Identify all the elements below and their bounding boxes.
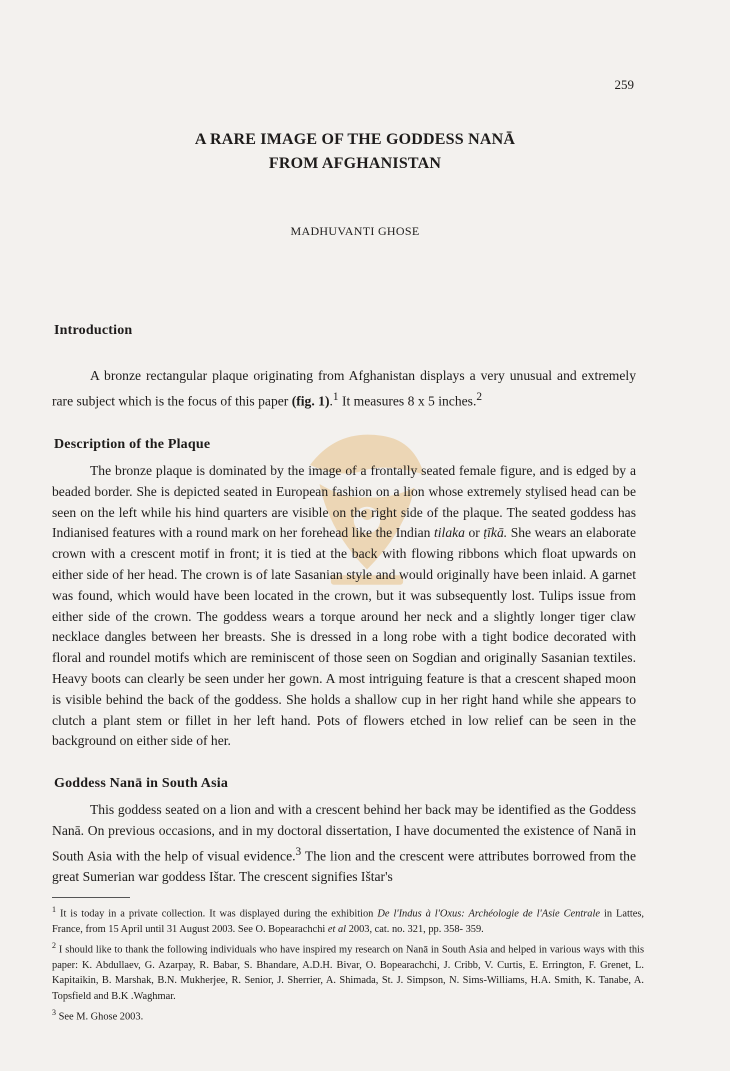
article-title [60,128,650,176]
footnote-1-text-a: It is today in a private collection. It was displayed during the exhibition [59,908,374,920]
footnote-1-text-b: in Lattes, France, from 15 April until 31 August 2003. See O. Bopearachchi [52,908,645,936]
footnote-1-exhibition: De l'Indus à l'Oxus: Archéologie de l'Asie Centrale [377,908,600,920]
footnote-1-marker: 1 [52,905,56,914]
title-line-1: A RARE IMAGE OF THE GODDESS NANĀ [194,131,516,148]
author-name: MADHUVANTI GHOSE [290,224,420,238]
footnote-1-etal: et al [327,924,347,936]
footnote-2 [52,938,644,1005]
description-paragraph [52,461,636,752]
footnote-ref-2: 2 [476,390,483,403]
footnote-divider [52,897,130,898]
footnote-1 [52,902,644,938]
page-number: 259 [614,77,634,92]
description-text-a: The bronze plaque is dominated by the image of a frontally seated female figure, and is edged by a beaded border. She is depicted seated in European fashion on a lion whose extremely stylised head can be seen on the left while his hind quarters are visible on the right side of the plaque. The seated goddess has Indianised features with a round mark on her forehead like the Indian [52,463,636,541]
term-tika: ṭīkā. [483,525,508,541]
footnote-3-text: See M. Ghose 2003. [58,1010,144,1022]
intro-text: A bronze rectangular plaque originating from Afghanistan displays a very unusual and extremely rare subject which is the focus of this paper [52,368,636,409]
footnote-1-text-c: 2003, cat. no. 321, pp. 358- 359. [348,924,484,936]
term-tilaka: tilaka [434,525,465,541]
intro-paragraph: A bronze rectangular plaque originating from Afghanistan displays a very unusual and extremely rare subject which is the focus of this paper (fig. 1).$^1$ It measures 8 x 5 inches.$^2$ [52,368,636,409]
description-text-b: She wears an elaborate crown with a crescent motif in front; it is tied at the back with flowing ribbons which float upwards on either side of her head. The crown is of late Sasanian style and would originally have been inlaid. A garnet was found, which would have been located in the crown, but it was subsequently lost. Tulips issue from either side of the crown. The goddess wears a torque around her neck and a slightly longer tiger claw necklace dangles between her breasts. She is dressed in a long robe with a tight bodice decorated with floral and roundel motifs which are reminiscent of those seen on Sogdian and originally Sasanian textiles. Heavy boots can clearly be seen under her gown. A most intriguing feature is that a crescent shaped moon is visible behind the back of the goddess. She holds a shallow cup in her right hand while she appears to clutch a plant stem or fillet in her left hand. Pots of flowers etched in low relief can be seen in the background on either side of her. [52,525,636,749]
heading-south-asia: Goddess Nanā in South Asia [54,776,229,791]
south-asia-paragraph [52,800,636,888]
heading-description: Description of the Plaque [54,437,211,452]
intro-text-tail: It measures 8 x 5 inches. [338,393,477,409]
title-line-2: FROM AFGHANISTAN [268,155,442,172]
footnote-3-marker: 3 [52,1007,56,1017]
footnote-2-marker: 2 [52,940,56,950]
word-or: or [468,525,480,541]
heading-introduction: Introduction [54,323,133,338]
south-asia-text-b: The lion and the crescent were attributes borrowed from the great Sumerian war goddess Ištar. The crescent signifies Ištar's [52,848,637,884]
footnotes [52,902,644,1025]
figure-reference: (fig. 1) [291,393,330,409]
footnote-ref-3: 3 [295,845,302,858]
footnote-2-text: I should like to thank the following individuals who have inspired my research on Nanā in South Asia and helped in various ways with this paper: K. Abdullaev, G. Azarpay, R. Babar, S. Bhandare, A.D.H. Bivar, O. Bopearachchi, J. Cribb, V. Curtis, E. Errington, F. Grenet, L. Kapitaikin, B. Marshak, B.N. Mukherjee, R. Senior, J. Sherrier, A. Shimada, St. J. Simpson, N. Sims-Williams, H.A. Smith, K. Tanabe, A. Topsfield and B.K .Waghmar. [52,944,644,1002]
footnote-ref-1: 1 [332,390,339,403]
footnote-3 [52,1005,644,1025]
south-asia-text-a: This goddess seated on a lion and with a crescent behind her back may be identified as the Goddess Nanā. On previous occasions, and in my doctoral dissertation, I have documented the existence of Nanā in South Asia with the help of visual evidence. [52,802,636,864]
